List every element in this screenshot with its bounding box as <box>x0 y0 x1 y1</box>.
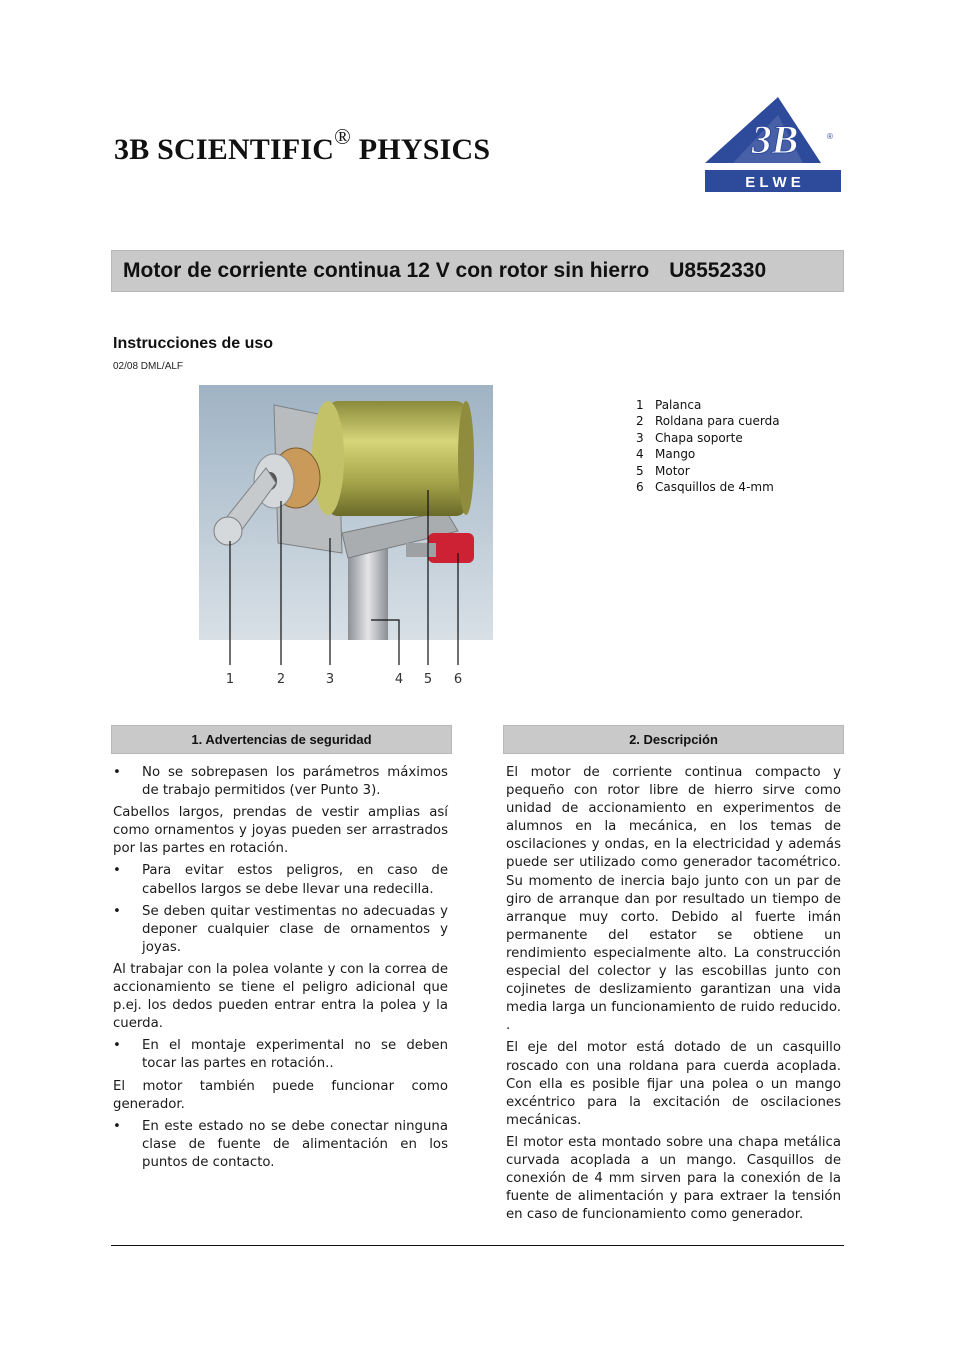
safety-paragraph: El motor también puede funcionar como generador. <box>113 1078 448 1112</box>
bullet-text: Se deben quitar vestimentas no adecuadas y deponer cualquier clase de ornamentos y joyas. <box>142 903 448 955</box>
safety-bullet <box>113 1037 448 1073</box>
legend-number: 6 <box>636 480 644 495</box>
callout-6: 6 <box>453 672 463 687</box>
bullet-mark: • <box>113 863 121 879</box>
legend-number: 2 <box>636 414 644 429</box>
bullet-text: Para evitar estos peligros, en caso de cabellos largos se debe llevar una redecilla. <box>142 863 448 897</box>
logo-mark: 3B <box>751 117 799 162</box>
legend-item <box>636 413 780 429</box>
safety-paragraph: Cabellos largos, prendas de vestir amplias así como ornamentos y joyas pueden ser arrastrados por las partes en rotación. <box>113 805 448 857</box>
legend-number: 5 <box>636 463 644 478</box>
legend-item <box>636 479 780 495</box>
brand-title <box>114 124 491 167</box>
safety-bullet <box>113 903 448 957</box>
logo-reg: ® <box>827 132 833 141</box>
legend-item <box>636 397 780 413</box>
3b-elwe-logo <box>703 95 843 195</box>
legend-number: 3 <box>636 430 644 445</box>
description-column <box>506 764 841 1228</box>
description-paragraph: El motor esta montado sobre una chapa metálica curvada acoplada a un mango. Casquillos de conexión de 4 mm sirven para la conexión de la fuente de alimentación y para extraer la tensión en caso de funcionamiento como generador. <box>506 1134 841 1223</box>
callout-1: 1 <box>225 672 235 687</box>
callout-3: 3 <box>325 672 335 687</box>
callout-5: 5 <box>423 672 433 687</box>
bullet-text: En este estado no se debe conectar ninguna clase de fuente de alimentación en los puntos de contacto. <box>142 1118 448 1170</box>
document-date: 02/08 DML/ALF <box>113 361 184 372</box>
section-heading-description: 2. Descripción <box>503 725 844 754</box>
safety-bullet <box>113 1118 448 1172</box>
registered-mark: ® <box>334 124 352 149</box>
motor-figure <box>196 383 496 688</box>
instructions-heading: Instrucciones de uso <box>113 335 274 352</box>
legend-item <box>636 446 780 462</box>
bullet-mark: • <box>113 1038 121 1054</box>
figure-legend <box>636 397 780 495</box>
safety-bullet <box>113 764 448 800</box>
brand-main: 3B SCIENTIFIC <box>114 133 335 166</box>
bullet-mark: • <box>113 903 121 919</box>
legend-label: Mango <box>655 447 696 462</box>
legend-label: Casquillos de 4-mm <box>655 480 774 495</box>
bullet-mark: • <box>113 765 121 780</box>
legend-number: 4 <box>636 447 644 462</box>
description-paragraph: El motor de corriente continua compacto y pequeño con rotor libre de hierro sirve como unidad de accionamiento en experimentos de alumnos en la mecánica, en los temas de oscilaciones y ondas, en la electricidad y además puede ser utilizado como generador tacométrico. Su momento de inercia bajo junto con un par de giro de arranque dan por resultado un tiempo de arranque muy corto. Debido al fuerte imán permanente del estator se obtiene un rendimiento especialmente alto. La construcción especial del colector y las escobillas junto con cojinetes de deslizamiento garantizan una vida media larga un funcionamiento de ruido reducido. . <box>506 765 841 1034</box>
safety-bullet <box>113 862 448 898</box>
document-title: Motor de corriente continua 12 V con rotor sin hierro <box>123 259 650 282</box>
logo-word: E L W E <box>745 174 801 191</box>
legend-number: 1 <box>636 398 644 412</box>
safety-column <box>113 764 448 1176</box>
bullet-mark: • <box>113 1118 121 1134</box>
bullet-text: No se sobrepasen los parámetros máximos de trabajo permitidos (ver Punto 3). <box>142 765 448 799</box>
legend-item <box>636 463 780 479</box>
legend-item <box>636 430 780 446</box>
brand-suffix: PHYSICS <box>351 133 491 166</box>
description-paragraph: El eje del motor está dotado de un casquillo roscado con una roldana para cuerda acoplada. Con ella es posible fijar una polea o un mango excéntrico para la excitación de oscilaciones mecánicas. <box>506 1040 841 1128</box>
legend-label: Chapa soporte <box>655 430 743 445</box>
callout-4: 4 <box>394 672 404 687</box>
product-code: U8552330 <box>669 259 767 282</box>
motor-photo <box>196 383 496 688</box>
callout-2: 2 <box>276 672 286 687</box>
bullet-text: En el montaje experimental no se deben tocar las partes en rotación.. <box>142 1038 448 1072</box>
legend-label: Roldana para cuerda <box>655 414 780 429</box>
footer-rule <box>111 1245 844 1246</box>
legend-label: Palanca <box>655 398 702 412</box>
title-bar <box>111 250 844 292</box>
legend-label: Motor <box>655 463 690 478</box>
section-heading-safety: 1. Advertencias de seguridad <box>111 725 452 754</box>
safety-paragraph: Al trabajar con la polea volante y con la correa de accionamiento se tiene el peligro adicional que p.ej. los dedos pueden entrar entra la polea y la cuerda. <box>113 961 448 1032</box>
